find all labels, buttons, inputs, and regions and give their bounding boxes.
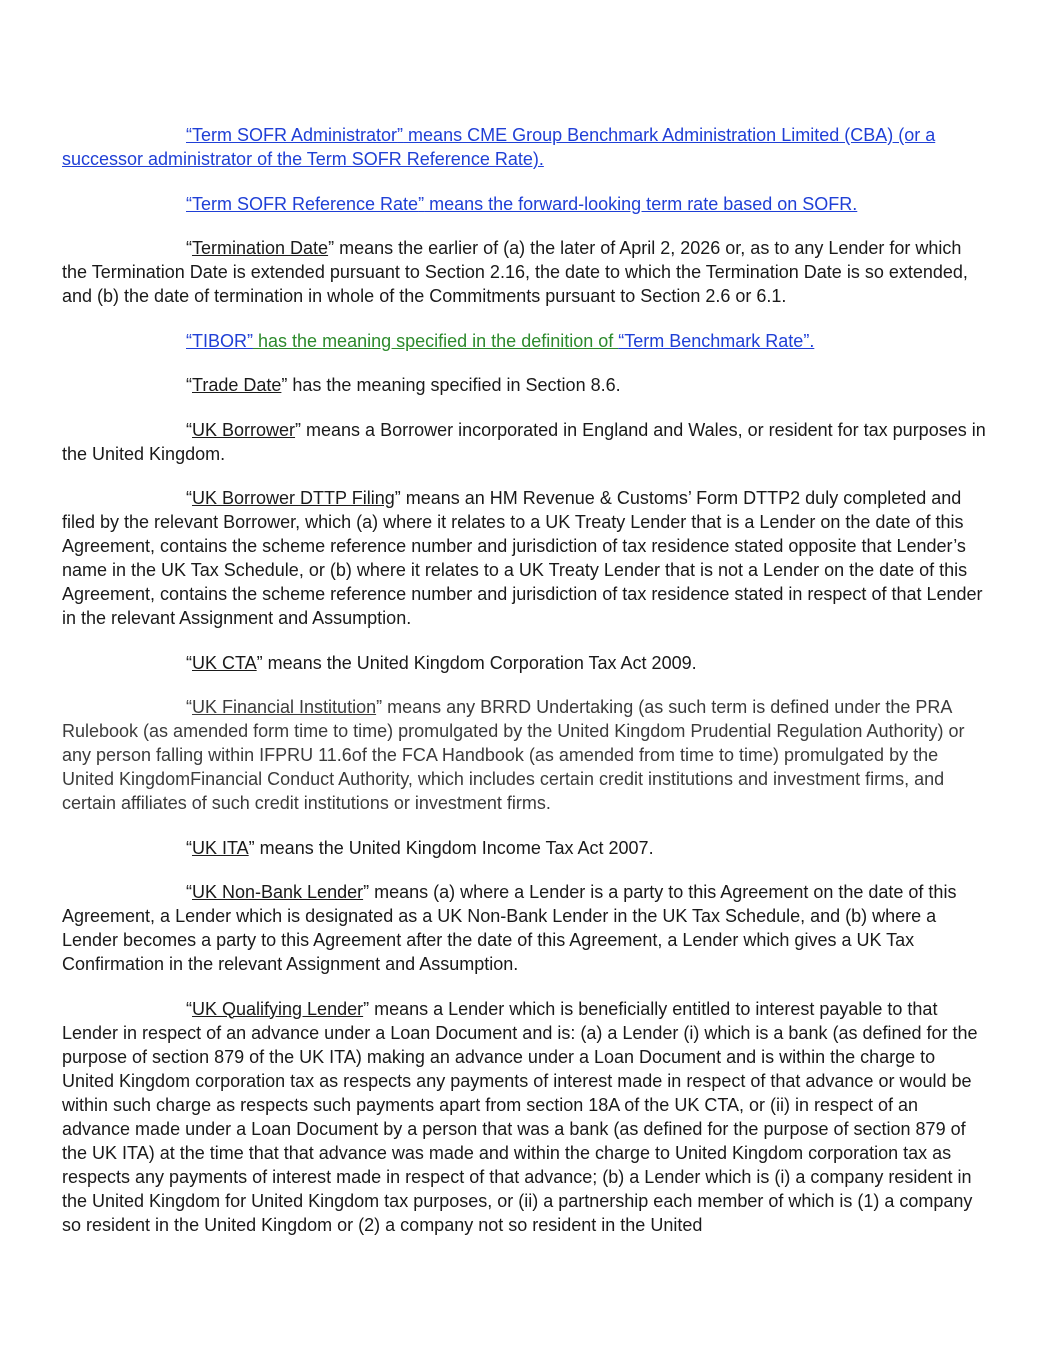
open-quote: “ <box>186 882 192 902</box>
open-quote: “ <box>186 419 192 440</box>
definition-body: has the meaning specified in Section 8.6. <box>287 375 621 395</box>
close-quote: ” <box>256 652 263 673</box>
definition-body: means the United Kingdom Corporation Tax Act 2009. <box>262 652 697 673</box>
defined-term: UK Qualifying Lender <box>192 998 364 1019</box>
definition-term-sofr-reference-rate <box>62 192 990 216</box>
defined-term: UK Non-Bank Lender <box>192 882 364 902</box>
open-quote: “ <box>186 652 192 673</box>
definition-body: means an HM Revenue & Customs’ Form DTTP2 duly completed and filed by the relevant Borrower, which (a) where it relates to a UK Treaty Lender that is a Lender on the date of this Agreement, contains the scheme reference number and jurisdiction of tax residence stated opposite that Lender’s name in the UK Tax Schedule, or (b) where it relates to a UK Treaty Lender that is not a Lender on the date of this Agreement, contains the scheme reference number and jurisdiction of tax residence stated in respect of that Lender in the relevant Assignment and Assumption. <box>62 488 983 628</box>
open-quote: “ <box>186 697 192 717</box>
close-quote: ” <box>363 998 370 1019</box>
definition-body: means (a) where a Lender is a party to this Agreement on the date of this Agreement, a Lender which is designated as a UK Non-Bank Lender in the UK Tax Schedule, and (b) where a Lender becomes a party to this Agreement after the date of this Agreement, a Lender which gives a UK Tax Confirmation in the relevant Assignment and Assumption. <box>62 882 957 974</box>
defined-term: UK ITA <box>192 837 249 858</box>
defined-term: UK Financial Institution <box>192 697 377 717</box>
definition-body: means CME Group Benchmark Administration Limited (CBA) (or a successor administrator of the Term SOFR Reference Rate). <box>62 125 936 169</box>
defined-term: Trade Date <box>192 375 282 395</box>
defined-term: UK Borrower DTTP Filing <box>192 488 395 508</box>
defined-term: Term SOFR Administrator <box>192 125 398 145</box>
close-quote: ” <box>247 330 254 351</box>
definition-uk-borrower <box>62 418 990 466</box>
defined-term: UK CTA <box>192 652 257 673</box>
definition-body-reference: “Term Benchmark Rate”. <box>618 330 815 351</box>
definition-tibor <box>62 329 990 353</box>
close-quote: ” <box>394 488 401 508</box>
definition-body: means a Lender which is beneficially entitled to interest payable to that Lender in respect of an advance under a Loan Document and is: (a) a Lender (i) which is a bank (as defined for the purpose of section 879 of the UK ITA) making an advance under a Loan Document and is within the charge to United Kingdom corporation tax as respects any payments of interest made in respect of that advance or would be within such charge as respects such payments apart from section 18A of the UK CTA, or (ii) in respect of an advance made under a Loan Document by a person that was a bank (as defined for the purpose of section 879 of the UK ITA) at the time that that advance was made and within the charge to United Kingdom corporation tax as respects any payments of interest made in respect of that advance; (b) a Lender which is (i) a company resident in the United Kingdom for United Kingdom tax purposes, or (ii) a partnership each member of which is (1) a company so resident in the United Kingdom or (2) a company not so resident in the United <box>62 998 978 1235</box>
definition-body-inserted: has the meaning specified in the definition of <box>253 330 619 351</box>
open-quote: “ <box>186 488 192 508</box>
definition-trade-date <box>62 373 990 397</box>
close-quote: ” <box>363 882 370 902</box>
close-quote: ” <box>328 238 335 258</box>
close-quote: ” <box>376 697 383 717</box>
defined-term: TIBOR <box>192 330 248 351</box>
definition-term-sofr-administrator <box>62 123 990 171</box>
close-quote: ” <box>418 193 425 214</box>
open-quote: “ <box>186 330 192 351</box>
definition-uk-cta <box>62 651 990 675</box>
definition-uk-non-bank-lender <box>62 880 990 976</box>
open-quote: “ <box>186 125 192 145</box>
definition-termination-date <box>62 236 990 308</box>
definition-body: means any BRRD Undertaking (as such term is defined under the PRA Rulebook (as amended form time to time) promulgated by the United Kingdom Prudential Regulation Authority) or any person falling within IFPRU 11.6of the FCA Handbook (as amended from time to time) promulgated by the United KingdomFinancial Conduct Authority, which includes certain credit institutions and investment firms, and certain affiliates of such credit institutions or investment firms. <box>62 697 965 813</box>
open-quote: “ <box>186 837 192 858</box>
defined-term: Term SOFR Reference Rate <box>192 193 419 214</box>
open-quote: “ <box>186 238 192 258</box>
document-page <box>62 123 990 1257</box>
close-quote: ” <box>397 125 404 145</box>
definition-uk-financial-institution <box>62 695 990 815</box>
definition-body: means the United Kingdom Income Tax Act 2007. <box>254 837 654 858</box>
close-quote: ” <box>248 837 255 858</box>
open-quote: “ <box>186 375 192 395</box>
close-quote: ” <box>295 419 302 440</box>
definition-body: means the forward-looking term rate based on SOFR. <box>424 193 858 214</box>
open-quote: “ <box>186 998 192 1019</box>
definition-uk-qualifying-lender <box>62 997 990 1237</box>
definition-body: means a Borrower incorporated in England and Wales, or resident for tax purposes in the United Kingdom. <box>62 419 986 464</box>
defined-term: Termination Date <box>192 238 329 258</box>
defined-term: UK Borrower <box>192 419 296 440</box>
definition-body: means the earlier of (a) the later of April 2, 2026 or, as to any Lender for which the Termination Date is extended pursuant to Section 2.16, the date to which the Termination Date is so extended, and (b) the date of termination in whole of the Commitments pursuant to Section 2.6 or 6.1. <box>62 238 968 306</box>
definition-uk-borrower-dttp-filing <box>62 486 990 630</box>
open-quote: “ <box>186 193 192 214</box>
definition-uk-ita <box>62 836 990 860</box>
close-quote: ” <box>281 375 288 395</box>
